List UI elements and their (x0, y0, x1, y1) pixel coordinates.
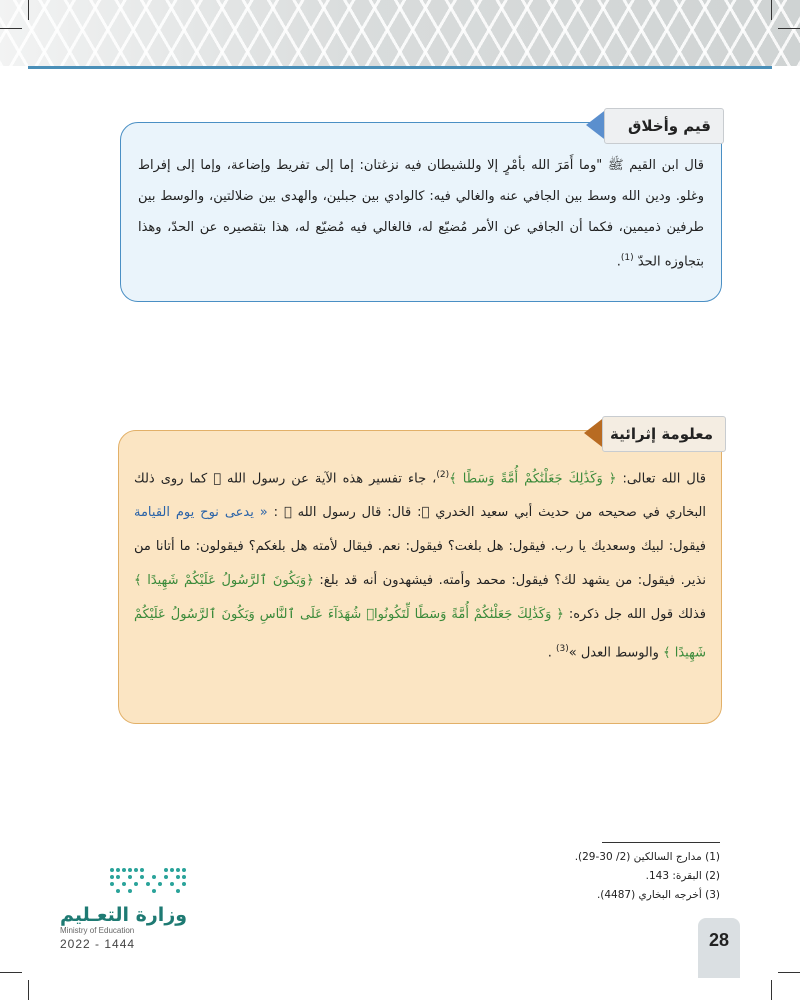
hadith-body: فيقول: لبيك وسعديك يا رب. فيقول: هل بلغت؟ فيقول: نعم. فيقال لأمته هل بلغكم؟ فيقولون: ما أتانا من نذير. فيقول: من يشهد لك؟ فيقول: محمد وأمته. فيشهدون أنه قد بلغ: (134, 539, 706, 589)
crop-mark (771, 0, 772, 20)
crop-mark (778, 28, 800, 29)
quran-verse: ﴿ وَكَذَٰلِكَ جَعَلْنَٰكُمْ أُمَّةً وَسَطًا لِّتَكُونُوا۟ شُهَدَآءَ عَلَى ٱلنَّاسِ وَيَكُونَ ٱلرَّسُولُ عَلَيْكُمْ شَهِيدًا ﴾ (134, 607, 706, 661)
footnote-item: (2) البقرة: 143. (645, 870, 720, 882)
info-intro: قال الله تعالى: (616, 471, 707, 487)
page-number: 28 (708, 930, 730, 950)
values-box-title: قيم وأخلاق (604, 108, 724, 144)
quran-verse: ﴿ وَكَذَٰلِكَ جَعَلْنَٰكُمْ أُمَّةً وَسَطًا ﴾ (449, 471, 617, 487)
crop-mark (0, 28, 22, 29)
header-pattern (0, 0, 800, 66)
quran-verse: ﴿وَيَكُونَ ٱلرَّسُولُ عَلَيْكُمْ شَهِيدًا ﴾ (134, 573, 314, 589)
ministry-name-ar: وزارة التعـليم (60, 904, 188, 926)
header-rule (28, 66, 772, 69)
footnote-rule (602, 842, 720, 843)
crop-mark (28, 980, 29, 1000)
footnote-item: (1) مدارج السالكين (2/ 30-29). (574, 851, 720, 863)
crop-mark (771, 980, 772, 1000)
info-box-title: معلومة إثرائية (602, 416, 726, 452)
footnote-ref[interactable]: (3) (555, 644, 569, 655)
info-text: فذلك قول الله جل ذكره: (563, 607, 706, 623)
footnote-ref[interactable]: (1) (620, 253, 634, 263)
crop-mark (28, 0, 29, 20)
footnote-ref[interactable]: (2) (436, 470, 450, 480)
crop-mark (0, 972, 22, 973)
values-paragraph: قال ابن القيم ﷺ "وما أَمَرَ الله بأمْرٍ إلا وللشيطان فيه نزغتان: إما إلى تفريط وإضاعة، وإما إلى إفراط وغلو. ودين الله وسط بين الجافي عنه والغالي فيه: كالوادي بين جبلين، والهدى بين ضلالتين، والوسط بين طرفين ذميمين، فكما أن الجافي عن الأمر مُضيّع له، فالغالي فيه مُضيّع له، هذا بتقصيره عن الحدّ، وهذا بتجاوزه الحدّ $^{(1)}$. (138, 158, 704, 270)
footnote-item: (3) أخرجه البخاري (4487). (596, 889, 720, 901)
info-paragraph: قال الله تعالى: ﴿ وَكَذَٰلِكَ جَعَلْنَٰكُمْ أُمَّةً وَسَطًا ﴾$^{(2)}$، جاء تفسير هذه الآية عن رسول الله ﷺ كما روى ذلك البخاري في صحيحه من حديث أبي سعيد الخدري ﷺ: قال: قال رسول الله ﷺ : « يدعى نوح يوم القيامة فيقول: لبيك وسعديك يا رب. فيقول: هل بلغت؟ فيقول: نعم. فيقال لأمته هل بلغكم؟ فيقولون: ما أتانا من نذير. فيقول: من يشهد لك؟ فيقول: محمد وأمته. فيشهدون أنه قد بلغ: ﴿وَيَكُونَ ٱلرَّسُولُ عَلَيْكُمْ شَهِيدًا ﴾ فذلك قول الله جل ذكره: ﴿ وَكَذَٰلِكَ جَعَلْنَٰكُمْ أُمَّةً وَسَطًا لِّتَكُونُوا۟ شُهَدَآءَ عَلَى ٱلنَّاسِ وَيَكُونَ ٱلرَّسُولُ عَلَيْكُمْ شَهِيدًا ﴾ والوسط العدل »$^{(3)}$ . (134, 470, 707, 661)
ministry-name-en: Ministry of Education (60, 926, 135, 935)
ministry-logo-icon (108, 862, 192, 898)
info-text: ، جاء تفسير هذه الآية عن رسول الله ﷺ كما روى ذلك البخاري في صحيحه من حديث أبي سعيد الخدري ﷺ: قال: قال رسول الله ﷺ : (134, 471, 707, 521)
info-text: والوسط العدل » (568, 645, 663, 661)
crop-mark (778, 972, 800, 973)
values-text: قال ابن القيم ﷺ "وما أَمَرَ الله بأمْرٍ إلا وللشيطان فيه نزغتان: إما إلى تفريط وإضاعة، وإما إلى إفراط وغلو. ودين الله وسط بين الجافي عنه والغالي فيه: كالوادي بين جبلين، والهدى بين ضلالتين، والوسط بين طرفين ذميمين، فكما أن الجافي عن الأمر مُضيّع له، فالغالي فيه مُضيّع له، هذا بتقصيره عن الحدّ، وهذا بتجاوزه الحدّ (138, 158, 704, 270)
ministry-year: 2022 - 1444 (60, 937, 136, 951)
hadith-text: « يدعى نوح يوم القيامة (134, 505, 268, 521)
footnotes (575, 848, 720, 905)
